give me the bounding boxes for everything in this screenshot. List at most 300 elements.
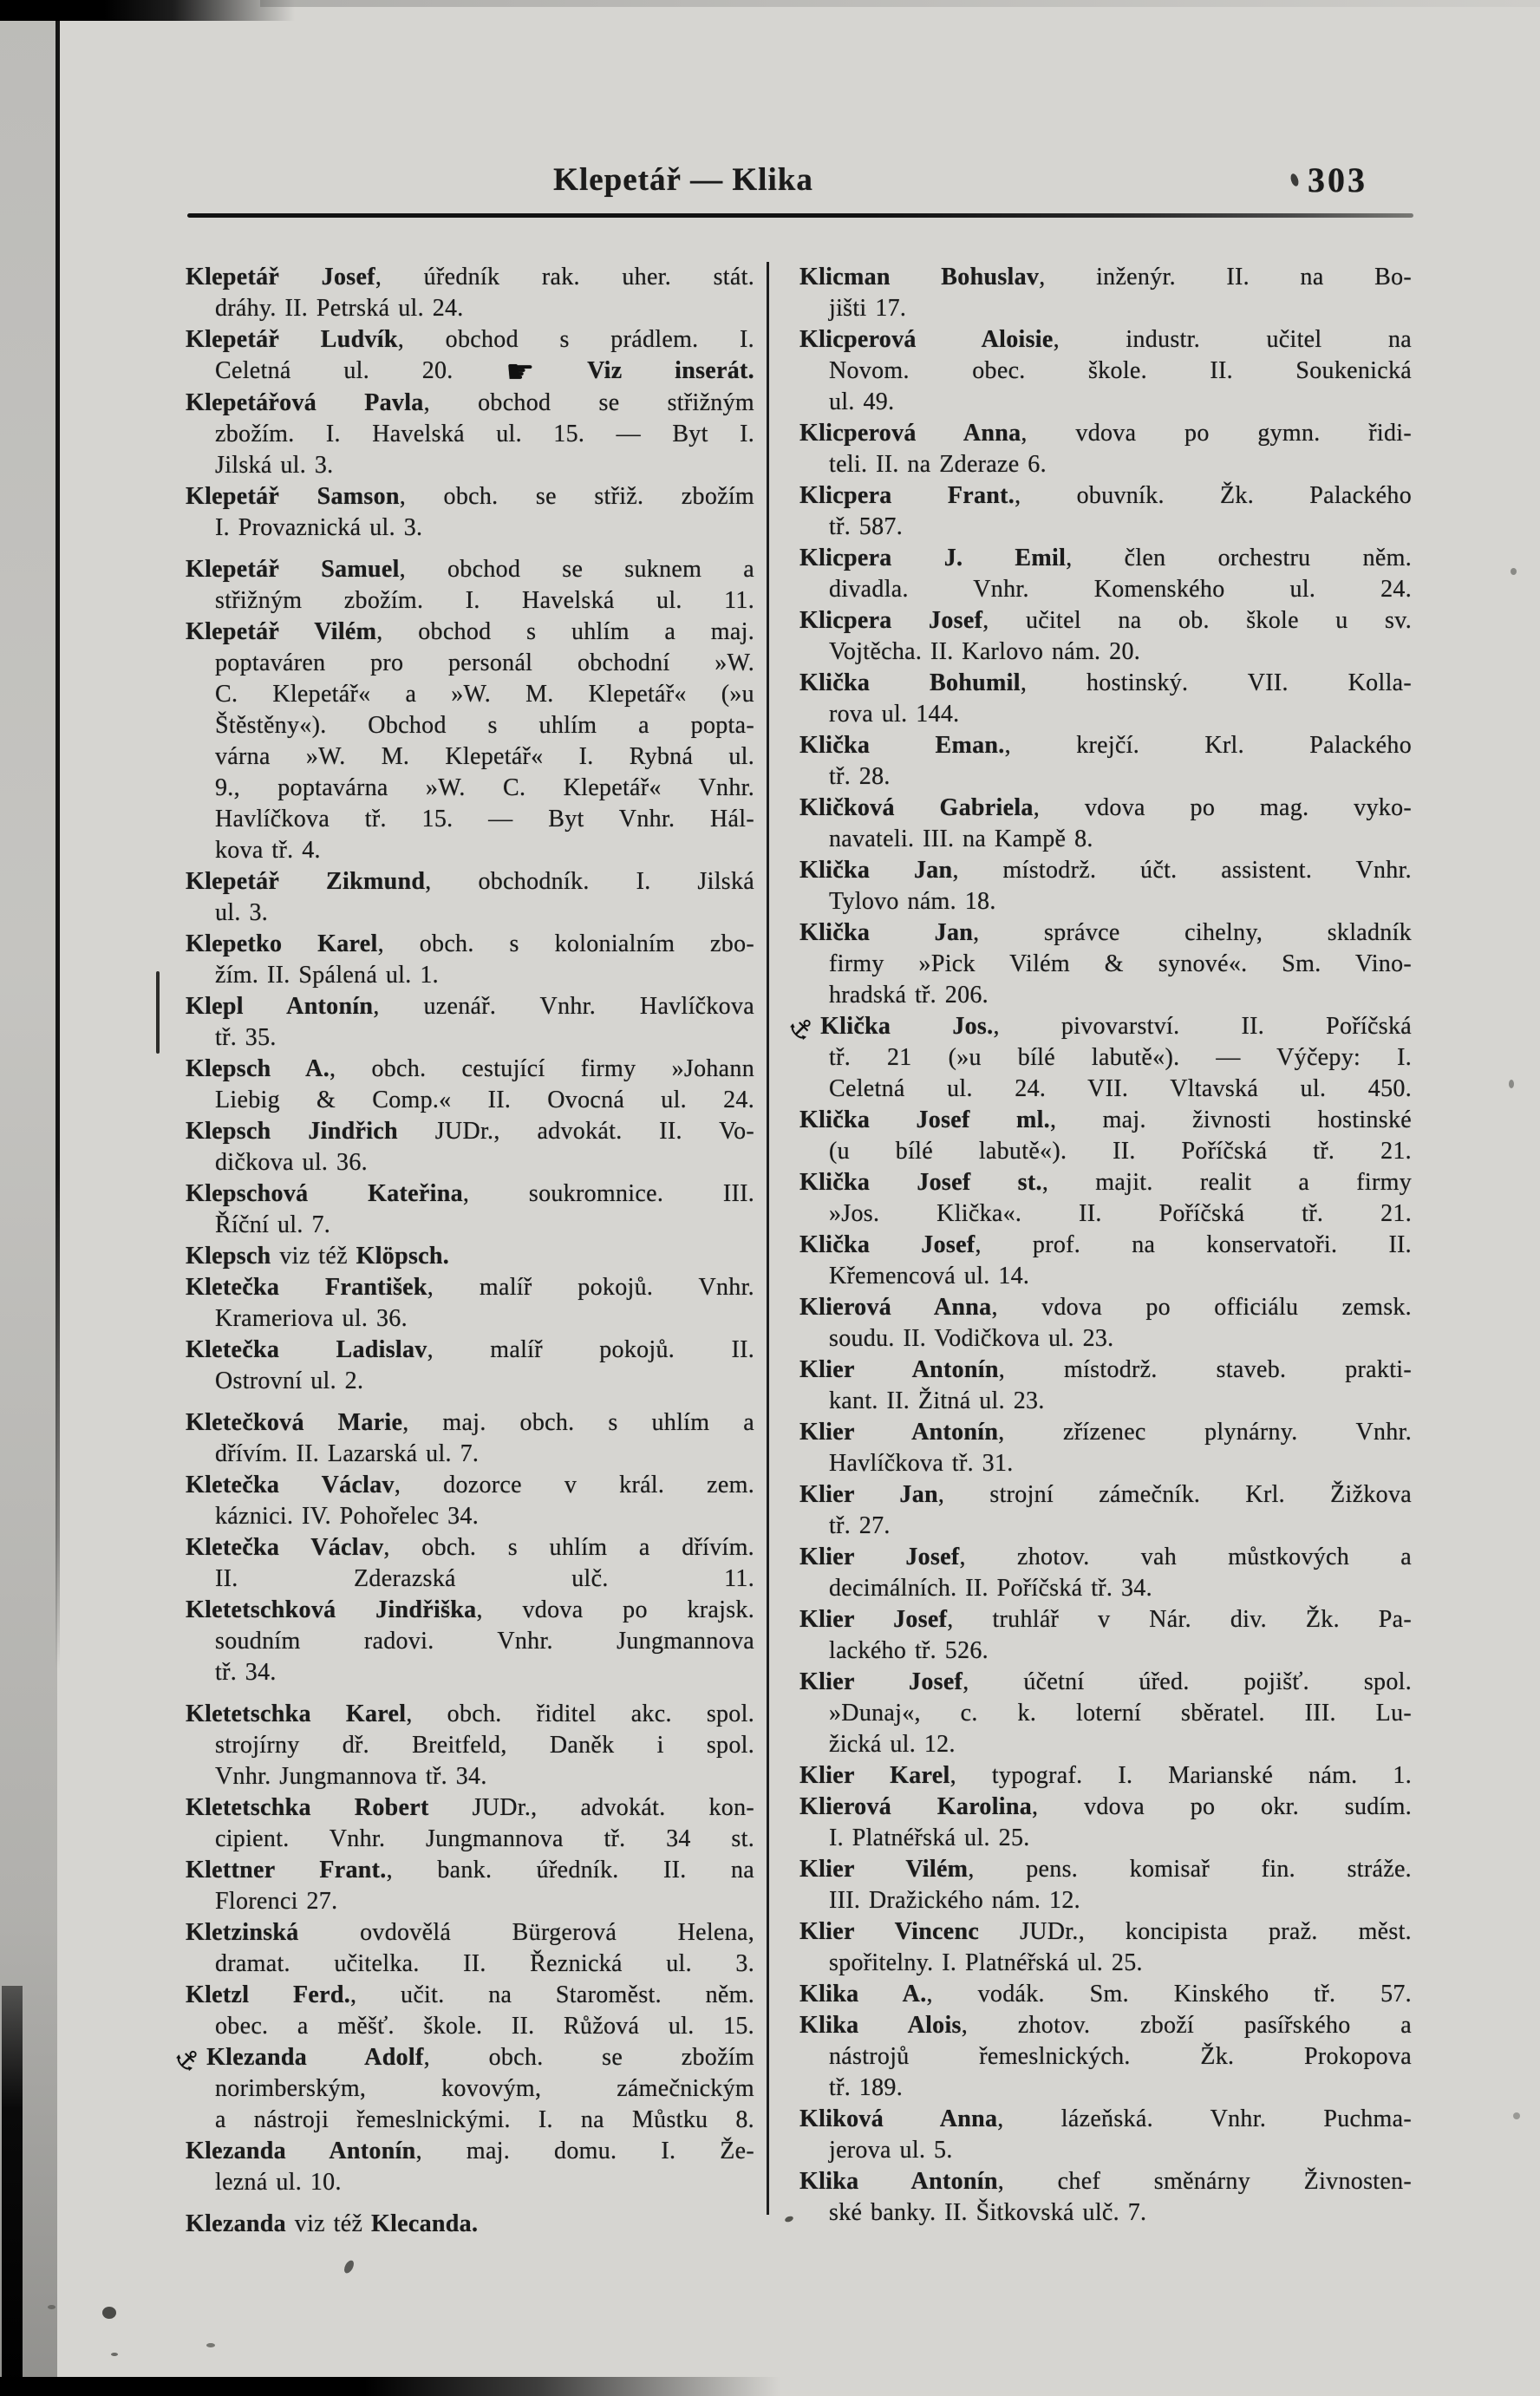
directory-entry bbox=[799, 1230, 1412, 1292]
entry-name: Klepetář Ludvík bbox=[186, 326, 398, 353]
entry-text: , malíř pokojů. II. bbox=[427, 1336, 755, 1363]
ink-speck bbox=[111, 2353, 118, 2356]
entry-line bbox=[186, 898, 754, 929]
directory-entry bbox=[799, 1979, 1412, 2010]
entry-name: Klierová Anna bbox=[799, 1294, 992, 1321]
entry-text: , vdova po krajsk. bbox=[476, 1596, 755, 1623]
entry-line bbox=[186, 741, 754, 773]
entry-name: Kletečka František bbox=[186, 1274, 427, 1301]
entry-line bbox=[799, 699, 1412, 730]
directory-entry bbox=[799, 1417, 1412, 1479]
entry-name: Klier Josef bbox=[799, 1606, 948, 1633]
entry-text: , uzenář. Vnhr. Havlíčkova bbox=[373, 993, 754, 1020]
entry-name: Klierová Karolina bbox=[799, 1793, 1033, 1820]
entry-line bbox=[186, 1917, 754, 1949]
entry-text: zbožím. I. Havelská ul. 15. — Byt I. bbox=[215, 421, 754, 447]
entry-line bbox=[186, 1335, 754, 1366]
entry-text: Krameriova ul. 36. bbox=[215, 1305, 408, 1332]
entry-text: »Dunaj«, c. k. loterní sběratel. III. Lu- bbox=[829, 1700, 1412, 1727]
entry-text: , obchod se střižným bbox=[423, 389, 754, 416]
entry-line bbox=[799, 1479, 1412, 1511]
directory-entry bbox=[799, 917, 1412, 1011]
entry-text: káznici. IV. Pohořelec 34. bbox=[215, 1503, 480, 1530]
entry-line bbox=[186, 960, 754, 991]
entry-name: Kletetschka Robert bbox=[186, 1794, 429, 1821]
entry-text bbox=[534, 357, 587, 384]
entry-text: , zhotov. vah můstkových a bbox=[959, 1544, 1412, 1570]
entry-line bbox=[186, 835, 754, 866]
entry-line bbox=[799, 917, 1412, 949]
directory-entry bbox=[799, 2166, 1412, 2229]
entry-text: cipient. Vnhr. Jungmannova tř. 34 st. bbox=[215, 1825, 754, 1852]
entry-line bbox=[799, 387, 1412, 418]
entry-text: Celetná ul. 24. VII. Vltavská ul. 450. bbox=[829, 1075, 1412, 1102]
entry-line bbox=[799, 1261, 1412, 1292]
ink-speck bbox=[1511, 568, 1517, 575]
entry-text: , úředník rak. uher. stát. bbox=[375, 264, 754, 291]
directory-entry bbox=[186, 866, 754, 929]
header-rule bbox=[187, 213, 1413, 218]
entry-text: soudu. II. Vodičkova ul. 23. bbox=[829, 1325, 1114, 1352]
entry-line bbox=[799, 512, 1412, 543]
entry-text: , obch. se zbožím bbox=[423, 2044, 754, 2071]
entry-line bbox=[186, 1085, 754, 1116]
directory-entry bbox=[186, 1272, 754, 1335]
entry-text: teli. II. na Zderaze 6. bbox=[829, 451, 1047, 478]
entry-text: tř. 35. bbox=[215, 1024, 277, 1051]
entry-name: Kliková Anna bbox=[799, 2105, 998, 2132]
entry-name: Klier Antonín bbox=[799, 1419, 999, 1446]
directory-entry bbox=[799, 1542, 1412, 1604]
entry-text: II. Zderazská ulč. 11. bbox=[215, 1565, 754, 1592]
entry-text: ul. 49. bbox=[829, 388, 895, 415]
entry-text: lezná ul. 10. bbox=[215, 2169, 342, 2196]
ink-speck bbox=[1289, 173, 1300, 187]
entry-text: , chef směnárny Živnosten- bbox=[997, 2168, 1412, 2195]
entry-line bbox=[186, 2209, 754, 2240]
entry-line bbox=[799, 637, 1412, 668]
ink-speck bbox=[1513, 2112, 1520, 2119]
entry-name: Klika Alois bbox=[799, 2012, 962, 2039]
entry-line bbox=[799, 293, 1412, 324]
entry-line bbox=[799, 2010, 1412, 2041]
entry-name: Klepetář Samuel bbox=[186, 556, 400, 583]
ink-speck bbox=[206, 2343, 215, 2347]
entry-line bbox=[799, 730, 1412, 761]
entry-text: poptaváren pro personál obchodní »W. bbox=[215, 650, 754, 676]
directory-entry bbox=[186, 991, 754, 1054]
directory-entry bbox=[799, 262, 1412, 324]
entry-text: a nástroji řemeslnickými. I. na Můstku 8. bbox=[215, 2106, 754, 2133]
entry-text: , malíř pokojů. Vnhr. bbox=[427, 1274, 754, 1301]
entry-text: hradská tř. 206. bbox=[829, 982, 989, 1009]
entry-name: Klepetář Vilém bbox=[186, 618, 377, 645]
directory-entry bbox=[799, 793, 1412, 855]
entry-text: strojírny dř. Breitfeld, Daněk i spol. bbox=[215, 1732, 754, 1759]
entry-name: Klier Karel bbox=[799, 1762, 950, 1789]
entry-text: Říční ul. 7. bbox=[215, 1211, 331, 1238]
directory-entry bbox=[186, 1116, 754, 1178]
directory-entry bbox=[799, 543, 1412, 605]
anchor-icon: ⚓ bbox=[781, 1009, 822, 1048]
entry-line bbox=[186, 1303, 754, 1335]
entry-text: , pens. komisař fin. stráže. bbox=[968, 1856, 1412, 1883]
entry-text: I. Provaznická ul. 3. bbox=[215, 514, 423, 541]
entry-text: lackého tř. 526. bbox=[829, 1637, 989, 1664]
entry-text: , maj. obch. s uhlím a bbox=[402, 1409, 754, 1436]
entry-name: Klička Josef ml. bbox=[799, 1107, 1050, 1133]
entry-name: Klicperová Aloisie bbox=[799, 326, 1054, 353]
entry-name: Klettner Frant. bbox=[186, 1857, 387, 1884]
directory-entry bbox=[186, 617, 754, 866]
entry-line bbox=[799, 2041, 1412, 2073]
entry-text: nástrojů řemeslnických. Žk. Prokopova bbox=[829, 2043, 1412, 2070]
entry-line bbox=[186, 1210, 754, 1241]
entry-name: Kličková Gabriela bbox=[799, 794, 1034, 821]
entry-line bbox=[186, 1761, 754, 1792]
entry-text: viz též bbox=[271, 1243, 356, 1270]
entry-name: Kletetschková Jindřiška bbox=[186, 1596, 477, 1623]
entry-name: Klezanda bbox=[186, 2210, 286, 2237]
entry-line bbox=[186, 2073, 754, 2105]
entry-text: , správce cihelny, skladník bbox=[973, 919, 1412, 946]
entry-name: Klier Vincenc bbox=[799, 1918, 980, 1945]
entry-text: , pivovarství. II. Poříčská bbox=[993, 1013, 1412, 1040]
entry-line bbox=[186, 1792, 754, 1824]
entry-name: Kletečková Marie bbox=[186, 1409, 403, 1436]
entry-name: Klier Jan bbox=[799, 1481, 938, 1508]
entry-text: Křemencová ul. 14. bbox=[829, 1263, 1030, 1289]
anchor-icon: ⚓ bbox=[167, 2040, 208, 2079]
entry-name: Klepl Antonín bbox=[186, 993, 374, 1020]
entry-line bbox=[186, 929, 754, 960]
entry-text: , vdova po gymn. řidi- bbox=[1021, 420, 1412, 447]
entry-name: Klepsch Jindřich bbox=[186, 1118, 398, 1145]
directory-entry bbox=[186, 1335, 754, 1397]
scan-edge-top bbox=[0, 0, 295, 21]
entry-name: Klicpera Josef bbox=[799, 607, 983, 634]
entry-name: Kletečka Václav bbox=[186, 1534, 384, 1561]
entry-line bbox=[799, 824, 1412, 855]
entry-name: Klička Jos. bbox=[820, 1013, 994, 1040]
entry-text: Havlíčkova tř. 15. — Byt Vnhr. Hál- bbox=[215, 806, 754, 832]
entry-name: Klika A. bbox=[799, 1981, 927, 2008]
entry-line bbox=[186, 262, 754, 293]
entry-line bbox=[186, 1699, 754, 1730]
entry-name: Klicpera Frant. bbox=[799, 482, 1015, 509]
entry-name: Klier Vilém bbox=[799, 1856, 969, 1883]
entry-text: , obuvník. Žk. Palackého bbox=[1015, 482, 1412, 509]
entry-text: várna »W. M. Klepetář« I. Rybná ul. bbox=[215, 743, 754, 770]
entry-text: JUDr., advokát. kon- bbox=[428, 1794, 754, 1821]
entry-text: JUDr., koncipista praž. měst. bbox=[979, 1918, 1412, 1945]
entry-text: firmy »Pick Vilém & synové«. Sm. Vino- bbox=[829, 950, 1412, 977]
entry-line bbox=[186, 1886, 754, 1917]
entry-line bbox=[799, 1948, 1412, 1979]
directory-entry bbox=[799, 1667, 1412, 1760]
directory-entry bbox=[186, 262, 754, 324]
directory-entry bbox=[186, 481, 754, 544]
entry-line bbox=[186, 648, 754, 679]
directory-entry bbox=[186, 1792, 754, 1855]
entry-line bbox=[799, 1230, 1412, 1261]
directory-entry bbox=[186, 1470, 754, 1532]
entry-line bbox=[186, 1501, 754, 1532]
entry-line bbox=[186, 866, 754, 898]
directory-entry bbox=[167, 2040, 754, 2136]
entry-line bbox=[799, 761, 1412, 793]
entry-text: viz též bbox=[285, 2210, 372, 2237]
entry-text: tř. 189. bbox=[829, 2074, 904, 2101]
entry-line bbox=[167, 2040, 754, 2079]
directory-entry bbox=[799, 1792, 1412, 1854]
entry-text: , obchod s prádlem. I. bbox=[397, 326, 754, 353]
directory-entry bbox=[186, 1407, 754, 1470]
directory-entry bbox=[799, 1105, 1412, 1167]
entry-line bbox=[186, 324, 754, 356]
ink-speck bbox=[156, 971, 160, 1054]
entry-text: Liebig & Comp.« II. Ovocná ul. 24. bbox=[215, 1087, 754, 1113]
entry-line bbox=[186, 2011, 754, 2042]
entry-line bbox=[799, 1042, 1412, 1074]
entry-line bbox=[186, 1470, 754, 1501]
entry-line bbox=[799, 1323, 1412, 1355]
entry-line bbox=[186, 481, 754, 512]
entry-name: Viz inserát. bbox=[587, 357, 754, 384]
entry-line bbox=[799, 543, 1412, 574]
entry-text: , vdova po mag. vyko- bbox=[1033, 794, 1412, 821]
entry-text: , typograf. I. Marianské nám. 1. bbox=[949, 1762, 1412, 1789]
entry-text: , obch. cestující firmy »Johann bbox=[330, 1055, 754, 1082]
directory-entry bbox=[186, 1595, 754, 1688]
entry-line bbox=[799, 605, 1412, 637]
entry-text: tř. 28. bbox=[829, 763, 891, 790]
entry-line bbox=[799, 1355, 1412, 1386]
entry-text: , dozorce v král. zem. bbox=[394, 1472, 754, 1498]
entry-text: JUDr., advokát. II. Vo- bbox=[397, 1118, 754, 1145]
entry-line bbox=[799, 980, 1412, 1011]
entry-line bbox=[186, 1949, 754, 1980]
entry-text: I. Platnéřská ul. 25. bbox=[829, 1825, 1030, 1851]
entry-line bbox=[799, 1729, 1412, 1760]
entry-text: , obchodník. I. Jilská bbox=[425, 868, 754, 895]
entry-text: , lázeňská. Vnhr. Puchma- bbox=[997, 2105, 1412, 2132]
column-divider bbox=[767, 262, 769, 2215]
entry-text: , místodrž. staveb. prakti- bbox=[998, 1356, 1412, 1383]
entry-line bbox=[186, 1022, 754, 1054]
entry-text: , učitel na ob. škole u sv. bbox=[982, 607, 1413, 634]
directory-entry bbox=[799, 1479, 1412, 1542]
entry-line bbox=[799, 1074, 1412, 1105]
entry-name: Klepetko Karel bbox=[186, 930, 378, 957]
scan-edge-left bbox=[2, 1986, 23, 2396]
entry-name: Klepsch A. bbox=[186, 1055, 330, 1082]
entry-line bbox=[799, 1885, 1412, 1916]
entry-text: žím. II. Spálená ul. 1. bbox=[215, 962, 439, 989]
scan-edge-top-faint bbox=[260, 0, 1540, 7]
entry-name: Klier Antonín bbox=[799, 1356, 999, 1383]
entry-name: Klika Antonín bbox=[799, 2168, 998, 2195]
entry-text: Florenci 27. bbox=[215, 1888, 338, 1915]
directory-entry bbox=[799, 2010, 1412, 2104]
entry-line bbox=[799, 949, 1412, 980]
directory-entry bbox=[799, 1760, 1412, 1792]
entry-text: , inženýr. II. na Bo- bbox=[1039, 264, 1412, 291]
entry-line bbox=[186, 1407, 754, 1439]
entry-line bbox=[799, 1167, 1412, 1198]
entry-text: Celetná ul. 20. bbox=[215, 357, 506, 384]
entry-line bbox=[186, 710, 754, 741]
directory-entry bbox=[186, 554, 754, 617]
entry-line bbox=[799, 2104, 1412, 2135]
directory-entry bbox=[186, 1980, 754, 2042]
entry-line bbox=[799, 418, 1412, 449]
entry-name: Klepetářová Pavla bbox=[186, 389, 424, 416]
entry-name: Klecanda. bbox=[371, 2210, 479, 2237]
directory-entry bbox=[799, 1604, 1412, 1667]
entry-name: Klička Jan bbox=[799, 919, 974, 946]
entry-text: , truhlář v Nár. div. Žk. Pa- bbox=[947, 1606, 1413, 1633]
entry-text: Vnhr. Jungmannova tř. 34. bbox=[215, 1763, 487, 1790]
entry-name: Klezanda Adolf bbox=[206, 2044, 424, 2071]
entry-line bbox=[186, 1730, 754, 1761]
entry-line bbox=[186, 512, 754, 544]
scan-edge-bottom bbox=[0, 2377, 780, 2396]
entry-text: , hostinský. VII. Kolla- bbox=[1020, 669, 1412, 696]
entry-text: Jilská ul. 3. bbox=[215, 452, 334, 479]
entry-line bbox=[186, 991, 754, 1022]
entry-name: Klicperová Anna bbox=[799, 420, 1021, 447]
directory-entry bbox=[186, 2209, 754, 2240]
entry-text: spořitelny. I. Platnéřská ul. 25. bbox=[829, 1949, 1143, 1976]
entry-line bbox=[186, 1366, 754, 1397]
entry-line bbox=[186, 617, 754, 648]
entry-text: ovdovělá Bürgerová Helena, bbox=[298, 1919, 754, 1946]
entry-text: obec. a měšť. škole. II. Růžová ul. 15. bbox=[215, 2013, 754, 2040]
entry-line bbox=[186, 1054, 754, 1085]
entry-line bbox=[799, 1604, 1412, 1635]
entry-line bbox=[799, 324, 1412, 356]
entry-text: , vdova po okr. sudím. bbox=[1032, 1793, 1412, 1820]
entry-text: III. Dražického nám. 12. bbox=[829, 1887, 1080, 1914]
entry-text: , učit. na Staroměst. něm. bbox=[350, 1981, 754, 2008]
entry-line bbox=[799, 793, 1412, 824]
right-column bbox=[781, 262, 1413, 2229]
directory-entry bbox=[799, 2104, 1412, 2166]
entry-text: , bank. úředník. II. na bbox=[386, 1857, 755, 1884]
entry-line bbox=[799, 356, 1412, 387]
directory-entry bbox=[186, 929, 754, 991]
entry-line bbox=[799, 1511, 1412, 1542]
entry-name: Kletečka Václav bbox=[186, 1472, 395, 1498]
directory-entry bbox=[799, 418, 1412, 480]
entry-text: jišti 17. bbox=[829, 295, 907, 322]
entry-line bbox=[799, 1854, 1412, 1885]
entry-text: střižným zbožím. I. Havelská ul. 11. bbox=[215, 587, 754, 614]
page-gutter-line bbox=[55, 21, 60, 1668]
entry-text: Novom. obec. škole. II. Soukenická bbox=[829, 357, 1412, 384]
entry-line bbox=[799, 1542, 1412, 1573]
entry-line bbox=[186, 1980, 754, 2011]
entry-line bbox=[799, 574, 1412, 605]
directory-entry bbox=[186, 1054, 754, 1116]
entry-name: Klepetář Josef bbox=[186, 264, 375, 291]
entry-text: navateli. III. na Kampě 8. bbox=[829, 826, 1093, 852]
entry-name: Klepsch bbox=[186, 1243, 271, 1270]
directory-entry bbox=[186, 1855, 754, 1917]
entry-line bbox=[186, 1564, 754, 1595]
entry-text: jerova ul. 5. bbox=[829, 2137, 953, 2164]
entry-line bbox=[799, 1698, 1412, 1729]
entry-line bbox=[799, 1573, 1412, 1604]
entry-line bbox=[186, 450, 754, 481]
entry-line bbox=[186, 804, 754, 835]
ink-speck bbox=[102, 2307, 116, 2319]
directory-entry bbox=[799, 1167, 1412, 1230]
entry-name: Kletzinská bbox=[186, 1919, 299, 1946]
entry-name: Kletetschka Karel bbox=[186, 1701, 407, 1727]
directory-entry bbox=[799, 480, 1412, 543]
entry-text: 9., poptavárna »W. C. Klepetář« Vnhr. bbox=[215, 774, 754, 801]
entry-line bbox=[799, 1823, 1412, 1854]
entry-line bbox=[799, 1417, 1412, 1448]
entry-line bbox=[186, 585, 754, 617]
entry-line bbox=[186, 1657, 754, 1688]
directory-entry bbox=[186, 1178, 754, 1241]
entry-line bbox=[186, 1824, 754, 1855]
entry-line bbox=[799, 1105, 1412, 1136]
entry-line bbox=[799, 2197, 1412, 2229]
entry-text: , obch. řiditel akc. spol. bbox=[406, 1701, 754, 1727]
entry-text: dramat. učitelka. II. Řeznická ul. 3. bbox=[215, 1950, 754, 1977]
entry-text: , maj. živnosti hostinské bbox=[1049, 1107, 1412, 1133]
entry-text: tř. 34. bbox=[215, 1659, 277, 1686]
entry-text: decimálních. II. Poříčská tř. 34. bbox=[829, 1575, 1152, 1602]
entry-text: , obchod se suknem a bbox=[399, 556, 754, 583]
entry-line bbox=[799, 2073, 1412, 2104]
ink-speck bbox=[48, 2305, 55, 2309]
entry-text: , obchod s uhlím a maj. bbox=[376, 618, 754, 645]
entry-line bbox=[186, 1178, 754, 1210]
entry-text: , obch. s uhlím a dřívím. bbox=[383, 1534, 754, 1561]
entry-line bbox=[799, 1198, 1412, 1230]
entry-line bbox=[186, 2167, 754, 2198]
entry-line bbox=[186, 679, 754, 710]
entry-line bbox=[799, 480, 1412, 512]
entry-text: , industr. učitel na bbox=[1053, 326, 1412, 353]
entry-name: Kletečka Ladislav bbox=[186, 1336, 427, 1363]
entry-text: Tylovo nám. 18. bbox=[829, 888, 996, 915]
entry-text: , obch. se střiž. zbožím bbox=[399, 483, 755, 510]
entry-text: tř. 27. bbox=[829, 1512, 891, 1539]
entry-line bbox=[186, 1595, 754, 1626]
page-number: 303 bbox=[1308, 160, 1367, 199]
entry-line bbox=[799, 2135, 1412, 2166]
entry-line bbox=[186, 1626, 754, 1657]
entry-text: , majit. realit a firmy bbox=[1041, 1169, 1412, 1196]
entry-name: Klepetář Zikmund bbox=[186, 868, 426, 895]
entry-line bbox=[799, 1136, 1412, 1167]
entry-line bbox=[186, 1855, 754, 1886]
entry-text: , prof. na konservatoři. II. bbox=[975, 1231, 1412, 1258]
entry-text: kant. II. Žitná ul. 23. bbox=[829, 1387, 1045, 1414]
entry-line bbox=[186, 1147, 754, 1178]
entry-name: Klepetář Samson bbox=[186, 483, 400, 510]
directory-entry bbox=[799, 605, 1412, 668]
entry-line bbox=[186, 388, 754, 419]
entry-name: Klier Josef bbox=[799, 1668, 963, 1695]
entry-line bbox=[186, 419, 754, 450]
